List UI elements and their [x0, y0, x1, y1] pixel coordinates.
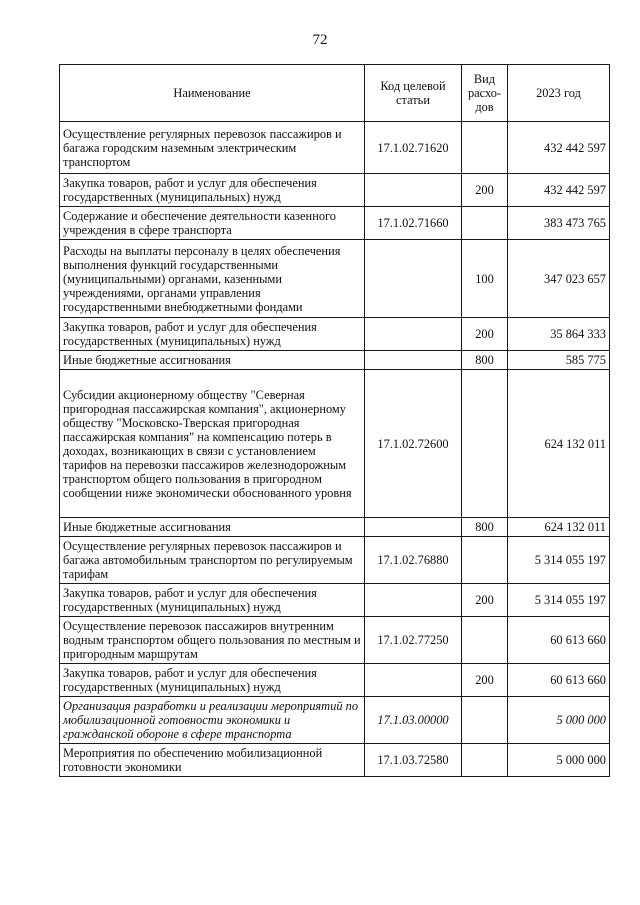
row-code-cell [365, 174, 462, 207]
header-name: Наименование [60, 65, 365, 122]
row-code-cell: 17.1.02.76880 [365, 537, 462, 584]
row-sum-cell: 624 132 011 [508, 370, 610, 518]
row-code-cell [365, 240, 462, 318]
row-name-cell: Осуществление перевозок пассажиров внутренним водным транспортом общего пользования по местным и пригородным маршрутам [60, 617, 365, 664]
row-name-cell: Осуществление регулярных перевозок пассажиров и багажа автомобильным транспортом по регулируемым тарифам [60, 537, 365, 584]
row-sum-cell: 432 442 597 [508, 174, 610, 207]
row-sum-cell: 347 023 657 [508, 240, 610, 318]
row-type-cell [462, 207, 508, 240]
row-code-cell [365, 351, 462, 370]
table-row [60, 240, 610, 318]
row-code-cell: 17.1.03.72580 [365, 744, 462, 777]
row-code-cell [365, 518, 462, 537]
row-code-cell: 17.1.03.00000 [365, 697, 462, 744]
row-type-cell [462, 122, 508, 174]
row-code-cell [365, 318, 462, 351]
row-name-cell: Иные бюджетные ассигнования [60, 351, 365, 370]
row-sum-cell: 60 613 660 [508, 617, 610, 664]
row-type-cell [462, 617, 508, 664]
table-row [60, 174, 610, 207]
header-target-code: Код целевой статьи [365, 65, 462, 122]
row-sum-cell: 5 314 055 197 [508, 584, 610, 617]
row-type-cell: 200 [462, 664, 508, 697]
row-name-cell: Иные бюджетные ассигнования [60, 518, 365, 537]
row-sum-cell: 60 613 660 [508, 664, 610, 697]
row-type-cell: 200 [462, 174, 508, 207]
row-code-cell: 17.1.02.77250 [365, 617, 462, 664]
table-row [60, 351, 610, 370]
row-name-cell: Субсидии акционерному обществу "Северная пригородная пассажирская компания", акционерному обществу "Московско-Тверская пригородная пассажирская компания" на компенсацию потерь в доходах, возникающих в связи с установлением тарифов на перевозки пассажиров железнодорожным транспортом общего пользования в пригородном сообщении ниже экономически обоснованного уровня [60, 370, 365, 518]
table-row [60, 617, 610, 664]
row-code-cell: 17.1.02.71660 [365, 207, 462, 240]
table-row [60, 744, 610, 777]
row-name-cell: Закупка товаров, работ и услуг для обеспечения государственных (муниципальных) нужд [60, 584, 365, 617]
row-code-cell: 17.1.02.71620 [365, 122, 462, 174]
row-code-cell: 17.1.02.72600 [365, 370, 462, 518]
page-number: 72 [312, 32, 328, 48]
table-row [60, 122, 610, 174]
table-row [60, 207, 610, 240]
header-year-2023: 2023 год [508, 65, 610, 122]
row-type-cell: 100 [462, 240, 508, 318]
budget-table [59, 64, 610, 777]
row-name-cell: Закупка товаров, работ и услуг для обеспечения государственных (муниципальных) нужд [60, 174, 365, 207]
row-sum-cell: 624 132 011 [508, 518, 610, 537]
row-sum-cell: 383 473 765 [508, 207, 610, 240]
table-row [60, 370, 610, 518]
table-row [60, 584, 610, 617]
row-name-cell: Организация разработки и реализации мероприятий по мобилизационной готовности экономики и гражданской обороне в сфере транспорта [60, 697, 365, 744]
table-row [60, 518, 610, 537]
row-code-cell [365, 584, 462, 617]
table-row [60, 318, 610, 351]
header-expense-type: Вид расхо-дов [462, 65, 508, 122]
row-code-cell [365, 664, 462, 697]
table-row [60, 537, 610, 584]
table-row [60, 664, 610, 697]
row-name-cell: Мероприятия по обеспечению мобилизационной готовности экономики [60, 744, 365, 777]
table-row [60, 697, 610, 744]
row-type-cell: 800 [462, 518, 508, 537]
row-name-cell: Закупка товаров, работ и услуг для обеспечения государственных (муниципальных) нужд [60, 664, 365, 697]
row-name-cell: Содержание и обеспечение деятельности казенного учреждения в сфере транспорта [60, 207, 365, 240]
row-type-cell [462, 697, 508, 744]
row-name-cell: Расходы на выплаты персоналу в целях обеспечения выполнения функций государственными (муниципальными) органами, казенными учреждениями, органами управления государственными внебюджетными фондами [60, 240, 365, 318]
row-type-cell [462, 744, 508, 777]
row-type-cell: 200 [462, 584, 508, 617]
table-header-row [60, 65, 610, 122]
row-sum-cell: 35 864 333 [508, 318, 610, 351]
row-type-cell: 200 [462, 318, 508, 351]
table-body [60, 122, 610, 777]
row-sum-cell: 585 775 [508, 351, 610, 370]
row-type-cell [462, 370, 508, 518]
row-type-cell: 800 [462, 351, 508, 370]
row-type-cell [462, 537, 508, 584]
row-sum-cell: 5 314 055 197 [508, 537, 610, 584]
row-sum-cell: 432 442 597 [508, 122, 610, 174]
row-sum-cell: 5 000 000 [508, 697, 610, 744]
row-name-cell: Закупка товаров, работ и услуг для обеспечения государственных (муниципальных) нужд [60, 318, 365, 351]
row-name-cell: Осуществление регулярных перевозок пассажиров и багажа городским наземным электрическим транспортом [60, 122, 365, 174]
row-sum-cell: 5 000 000 [508, 744, 610, 777]
